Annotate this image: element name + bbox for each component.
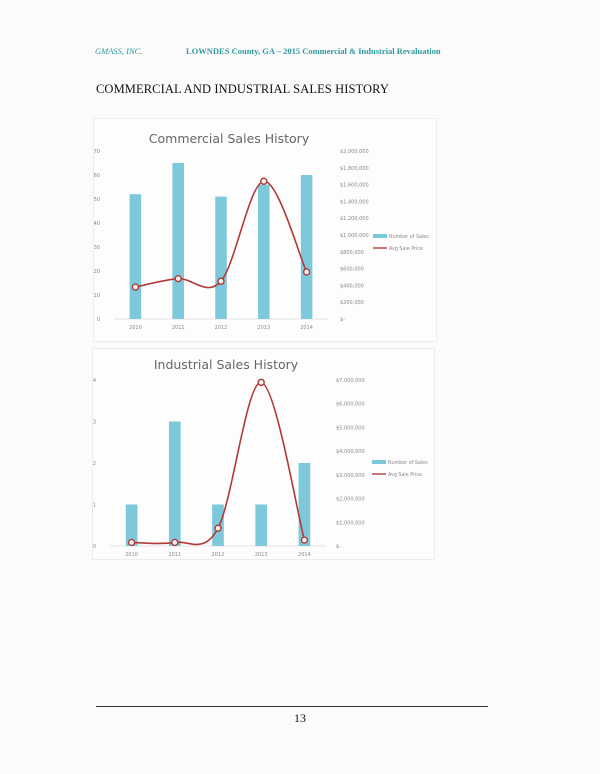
legend-bar-swatch: [373, 234, 387, 238]
right-tick-label: $1,400,000: [340, 199, 369, 206]
right-tick-label: $1,000,000: [340, 233, 369, 239]
left-tick-label: 30: [94, 245, 100, 251]
left-tick-label: 4: [93, 378, 96, 384]
left-tick-label: 20: [94, 269, 100, 275]
right-tick-label: $1,800,000: [340, 165, 369, 172]
left-tick-label: 60: [94, 173, 100, 179]
line-marker-2011: [172, 539, 178, 545]
bar-2010: [130, 194, 142, 319]
chart-svg: [94, 119, 436, 341]
left-tick-label: 10: [94, 293, 100, 299]
right-tick-label: $4,000,000: [336, 449, 365, 456]
x-tick-label: 2012: [211, 552, 225, 558]
commercial-sales-chart: [93, 118, 437, 342]
right-tick-label: $1,000,000: [336, 520, 365, 527]
left-tick-label: 40: [94, 221, 100, 227]
legend-label: Avg Sale Price: [389, 247, 423, 252]
legend-label: Number of Sales: [388, 461, 428, 466]
bar-2014: [299, 463, 311, 546]
line-marker-2012: [215, 525, 221, 531]
section-title: COMMERCIAL AND INDUSTRIAL SALES HISTORY: [96, 82, 390, 96]
right-tick-label: $800,000: [340, 249, 364, 256]
chart-title: Commercial Sales History: [148, 131, 310, 146]
header-company: GMASS, INC.: [95, 46, 143, 56]
line-marker-2014: [301, 537, 307, 543]
bar-2011: [169, 422, 181, 547]
bar-2014: [301, 175, 313, 319]
right-tick-label: $6,000,000: [336, 401, 365, 408]
right-tick-label: $-: [340, 317, 345, 323]
line-marker-2011: [175, 276, 181, 282]
line-marker-2010: [132, 284, 138, 290]
line-marker-2013: [258, 379, 264, 385]
chart-title: Industrial Sales History: [153, 357, 299, 372]
right-tick-label: $200,000: [340, 300, 364, 307]
left-tick-label: 1: [93, 502, 96, 509]
right-tick-label: $2,000,000: [340, 149, 369, 155]
bar-2011: [172, 163, 184, 319]
left-tick-label: 0: [96, 317, 100, 323]
bar-2013: [258, 185, 270, 319]
right-tick-label: $-: [336, 544, 341, 550]
right-tick-label: $5,000,000: [336, 425, 365, 432]
x-tick-label: 2012: [214, 325, 228, 331]
x-tick-label: 2014: [300, 325, 313, 331]
right-tick-label: $3,000,000: [336, 472, 365, 479]
right-tick-label: $1,200,000: [340, 216, 369, 223]
right-tick-label: $600,000: [340, 266, 364, 273]
x-tick-label: 2014: [298, 552, 311, 558]
header-report-title: LOWNDES County, GA – 2015 Commercial & Industrial Revaluation: [186, 46, 441, 56]
bar-2012: [215, 197, 227, 319]
legend-label: Avg Sale Price: [388, 473, 422, 478]
line-marker-2013: [261, 178, 267, 184]
x-tick-label: 2010: [129, 325, 142, 331]
left-tick-label: 3: [93, 419, 96, 426]
right-tick-label: $7,000,000: [336, 378, 365, 384]
footer-divider: [96, 706, 488, 707]
x-tick-label: 2011: [171, 325, 185, 331]
bar-2013: [255, 505, 267, 547]
line-marker-2012: [218, 278, 224, 284]
line-marker-2014: [304, 269, 310, 275]
left-tick-label: 0: [93, 544, 96, 550]
x-tick-label: 2013: [257, 325, 271, 331]
left-tick-label: 2: [93, 461, 96, 467]
page-number: 13: [294, 711, 306, 725]
left-tick-label: 50: [94, 197, 100, 203]
chart-svg: [93, 349, 434, 559]
industrial-sales-chart: [92, 348, 435, 560]
line-marker-2010: [129, 539, 135, 545]
x-tick-label: 2011: [168, 552, 182, 558]
right-tick-label: $2,000,000: [336, 496, 365, 503]
x-tick-label: 2010: [125, 552, 138, 558]
right-tick-label: $400,000: [340, 283, 364, 290]
left-tick-label: 70: [94, 149, 100, 155]
legend-bar-swatch: [372, 460, 386, 464]
legend-label: Number of Sales: [389, 235, 429, 240]
right-tick-label: $1,600,000: [340, 182, 369, 189]
x-tick-label: 2013: [254, 552, 268, 558]
